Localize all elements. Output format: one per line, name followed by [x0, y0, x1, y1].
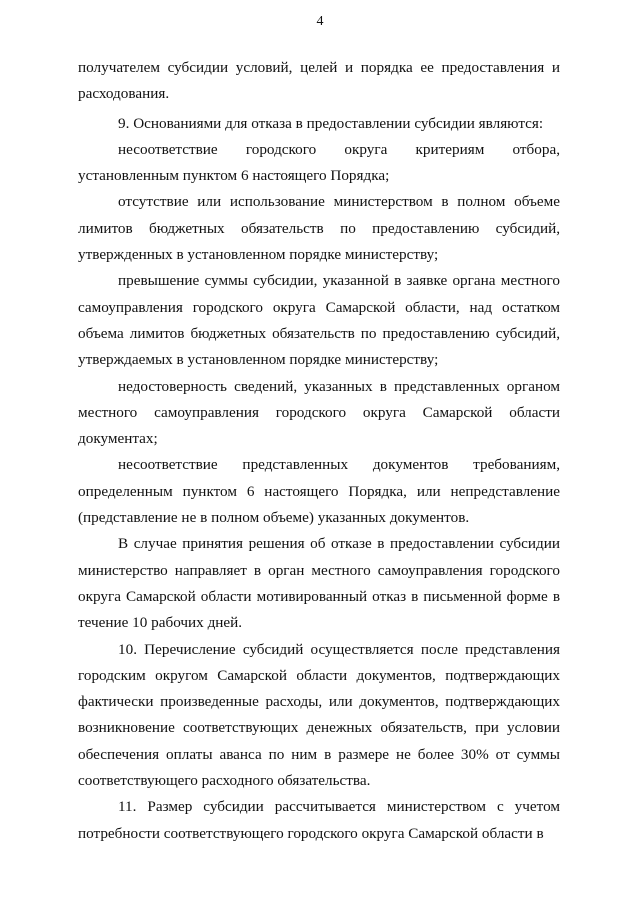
paragraph-9-item-1: несоответствие городского округа критериям отбора, установленным пунктом 6 настоящего Порядка;: [78, 140, 560, 185]
paragraph-9-item-5: несоответствие представленных документов требованиям, определенным пунктом 6 настоящего Порядка, или непредставление (представление не в полном объеме) указанных документов.: [78, 456, 560, 527]
paragraph-9-item-2: отсутствие или использование министерством в полном объеме лимитов бюджетных обязательств по предоставлению субсидий, утвержденных в установленном порядке министерству;: [78, 193, 560, 264]
paragraph-10: 10. Перечисление субсидий осуществляется после представления городским округом Самарской области документов, подтверждающих фактически произведенные расходы, или документов, подтверждающих возникновение соответствующих денежных обязательств, при условии обеспечения оплаты аванса по ним в размере не более 30% от суммы соответствующего расходного обязательства.: [78, 640, 560, 790]
page-number: 4: [316, 14, 324, 29]
paragraph-9-item-4: недостоверность сведений, указанных в представленных органом местного самоуправления городского округа Самарской области документах;: [78, 377, 560, 448]
paragraph-continuation: получателем субсидии условий, целей и порядка ее предоставления и расходования.: [78, 59, 560, 103]
paragraph-9-item-3: превышение суммы субсидии, указанной в заявке органа местного самоуправления городского округа Самарской области, над остатком объема лимитов бюджетных обязательств по предоставлению субсидий, утверждаемых в установленном порядке министерству;: [78, 272, 560, 369]
document-body: [78, 55, 560, 847]
paragraph-9-refusal: В случае принятия решения об отказе в предоставлении субсидии министерство направляет в орган местного самоуправления городского округа Самарской области мотивированный отказ в письменной форме в течение 10 рабочих дней.: [78, 535, 560, 632]
paragraph-11: 11. Размер субсидии рассчитывается министерством с учетом потребности соответствующего городского округа Самарской области в: [78, 798, 560, 842]
paragraph-9-heading: 9. Основаниями для отказа в предоставлении субсидии являются:: [118, 114, 544, 132]
